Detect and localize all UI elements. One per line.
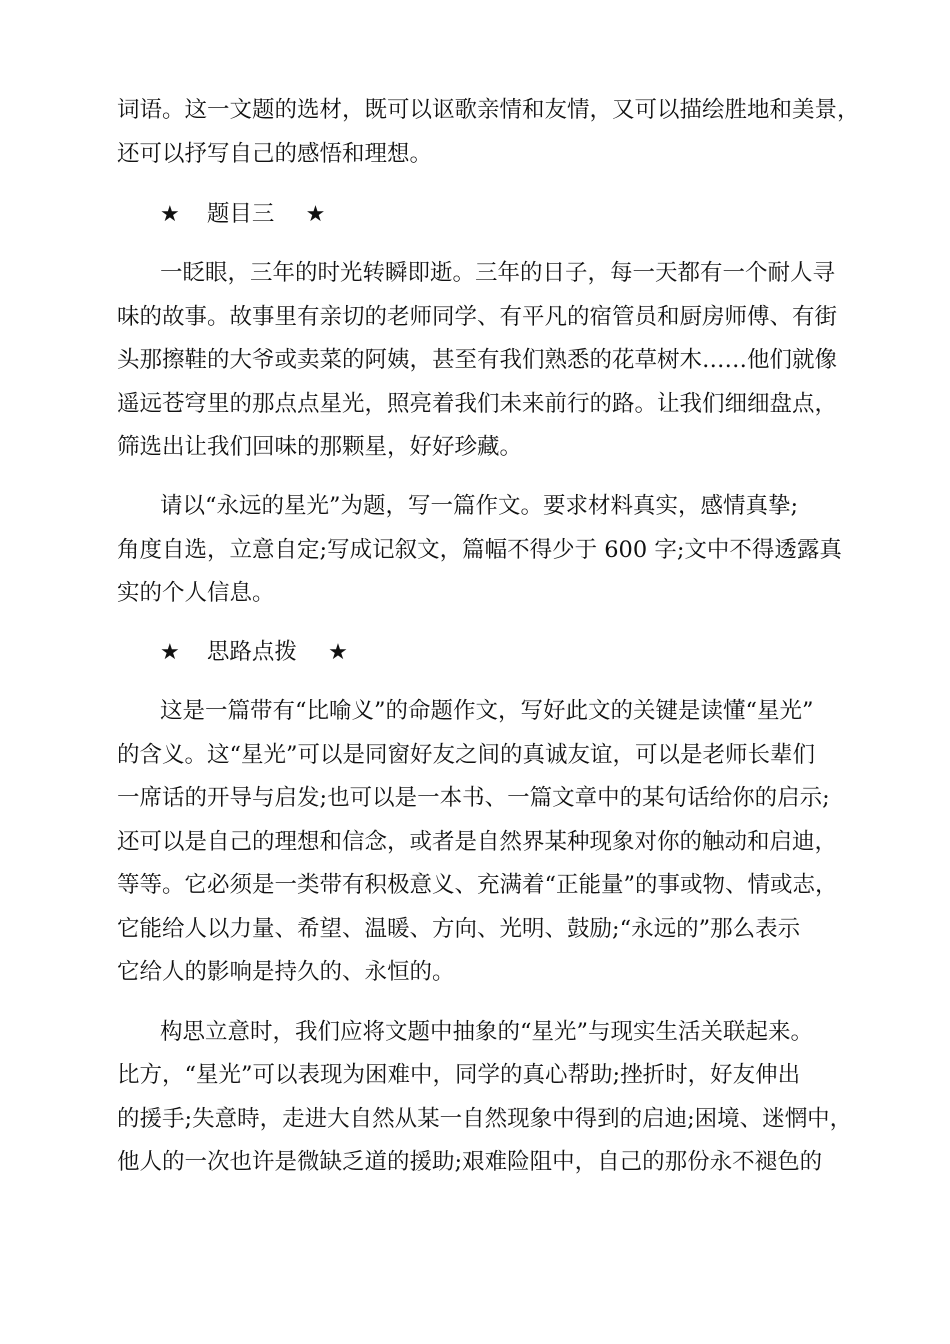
text-line: 味的故事。故事里有亲切的老师同学、有平凡的宿管员和厨房师傅、有街 (117, 304, 838, 330)
text-line: 等等。它必须是一类带有积极意义、充满着“正能量”的事或物、情或志， (117, 872, 838, 898)
text-line: 词语。这一文题的选材，既可以讴歌亲情和友情，又可以描绘胜地和美景， (117, 97, 860, 123)
text-line: 他人的一次也许是微缺乏道的援助;艰难险阻中，自己的那份永不褪色的 (117, 1149, 823, 1175)
heading-label: 题目三 (206, 201, 275, 227)
heading-label: 思路点拨 (206, 639, 297, 665)
star-icon: ★ (305, 202, 326, 227)
heading-idea-hints (160, 637, 348, 668)
text-line: 构思立意时，我们应将文题中抽象的“星光”与现实生活关联起来。 (160, 1019, 814, 1045)
text-line: 一席话的开导与启发;也可以是一本书、一篇文章中的某句话给你的启示; (117, 785, 830, 811)
text-line: 的援手;失意時，走进大自然从某一自然现象中得到的启迪;困境、迷惘中， (117, 1106, 853, 1132)
text-line: 筛选出让我们回味的那颗星，好好珍藏。 (117, 434, 523, 460)
text-line: 它给人的影响是持久的、永恒的。 (117, 959, 455, 985)
star-icon: ★ (160, 640, 180, 665)
star-icon: ★ (328, 640, 348, 665)
text-line: 的含义。这“星光”可以是同窗好友之间的真诚友谊，可以是老师长辈们 (117, 742, 816, 768)
text-line: 角度自选，立意自定;写成记叙文，篇幅不得少于 600 字;文中不得透露真 (117, 537, 842, 563)
text-line: 它能给人以力量、希望、温暖、方向、光明、鼓励;“永远的”那么表示 (117, 916, 801, 942)
text-line: 遥远苍穹里的那点点星光，照亮着我们未来前行的路。让我们细细盘点， (117, 391, 838, 417)
text-line: 实的个人信息。 (117, 580, 275, 606)
text-line: 还可以抒写自己的感悟和理想。 (117, 141, 433, 167)
text-line: 请以“永远的星光”为题，写一篇作文。要求材料真实，感情真挚; (160, 493, 799, 519)
text-line: 一眨眼，三年的时光转瞬即逝。三年的日子，每一天都有一个耐人寻 (160, 260, 836, 286)
star-icon: ★ (160, 202, 180, 227)
text-line: 这是一篇带有“比喻义”的命题作文，写好此文的关键是读懂“星光” (160, 698, 814, 724)
text-line: 头那擦鞋的大爷或卖菜的阿姨，甚至有我们熟悉的花草树木……他们就像 (117, 347, 838, 373)
heading-topic-three (160, 199, 325, 230)
text-line: 比方，“星光”可以表现为困难中，同学的真心帮助;挫折时，好友伸出 (117, 1062, 801, 1088)
text-line: 还可以是自己的理想和信念，或者是自然界某种现象对你的触动和启迪， (117, 829, 838, 855)
